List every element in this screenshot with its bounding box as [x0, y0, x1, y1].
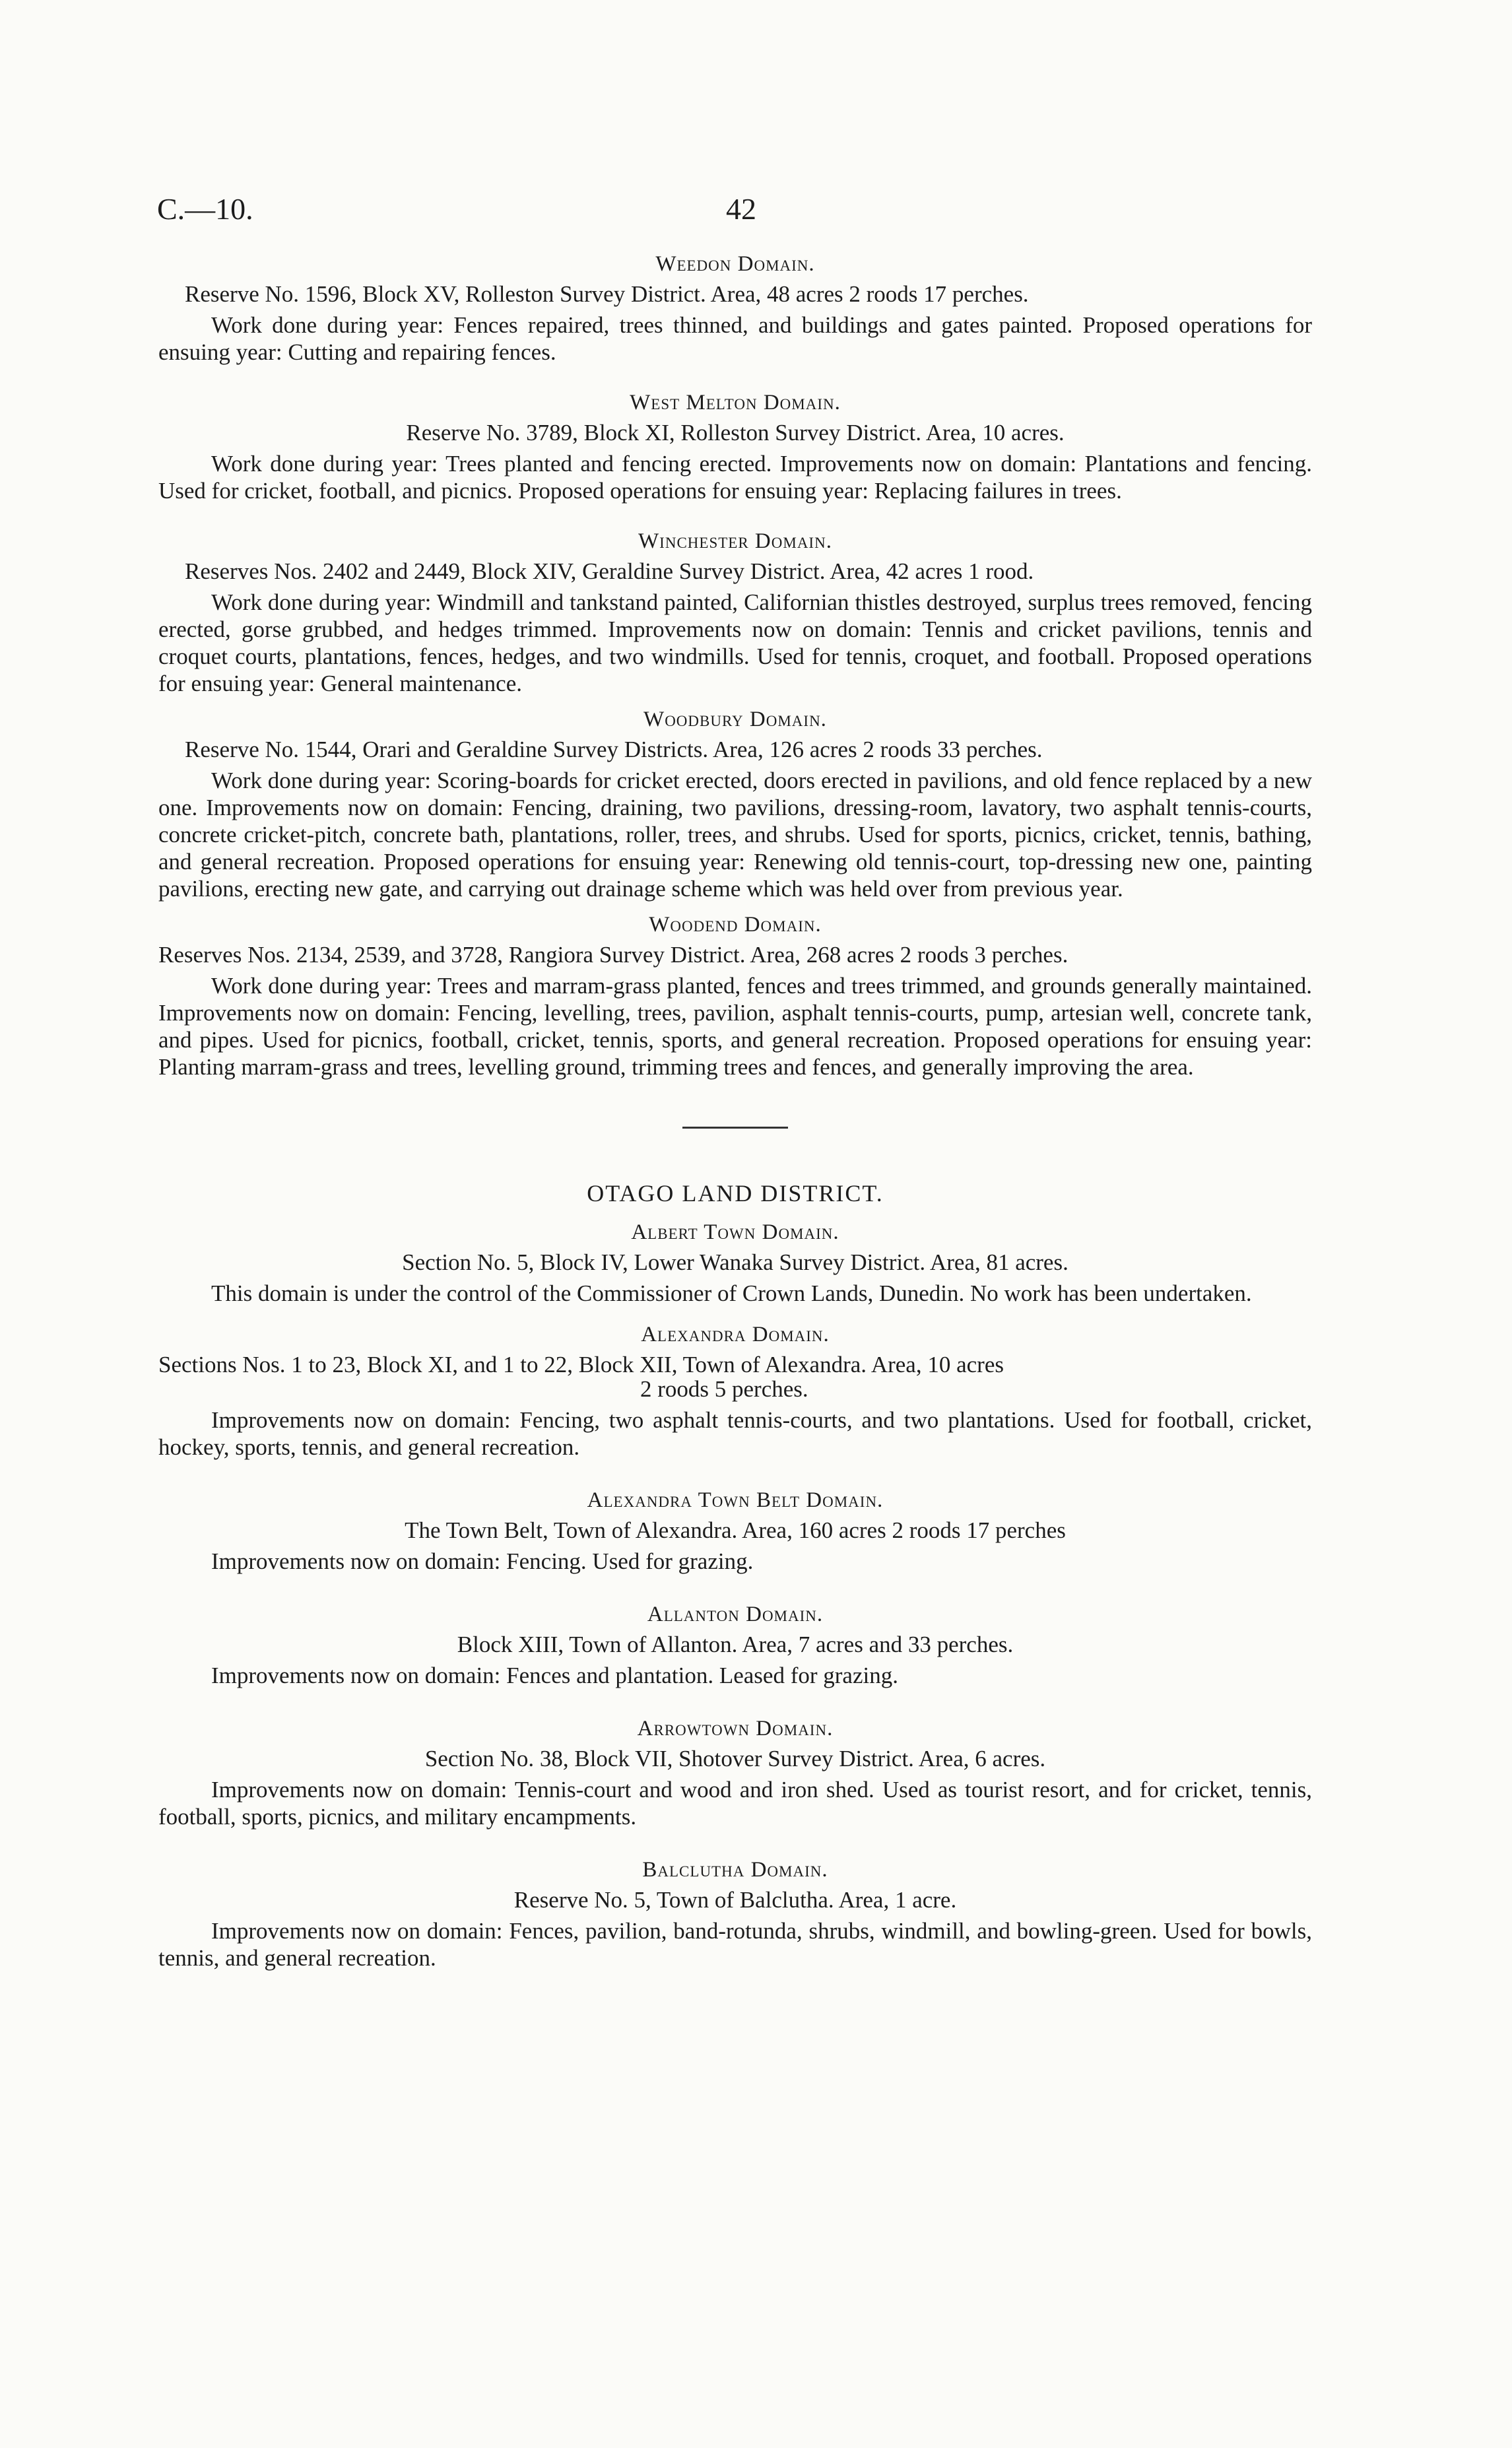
allanton-domain-heading: Allanton Domain.: [647, 1603, 824, 1626]
weedon-text: Work done during year: Fences repaired, trees thinned, and buildings and gates painted. Proposed operations for ensuing year: Cutting and repairing fences.: [158, 312, 1312, 365]
woodend-text: Work done during year: Trees and marram-grass planted, fences and trees trimmed, and grounds generally maintained. Improvements now on domain: Fencing, levelling, trees, pavilion, asphalt tennis-courts, pump, artesian well, concrete tank, and pipes. Used for picnics, football, cricket, tennis, sports, and general recreation. Proposed operations for ensuing year: Planting marram-grass and trees, levelling ground, trimming trees and fences, and generally improving the area.: [158, 973, 1312, 1080]
document-reference: C.—10.: [157, 192, 253, 226]
arrowtown-text: Improvements now on domain: Tennis-court and wood and iron shed. Used as tourist resort, and for cricket, tennis, football, sports, picnics, and military encampments.: [158, 1777, 1312, 1830]
albert-town-text: This domain is under the control of the Commissioner of Crown Lands, Dunedin. No work has been undertaken.: [211, 1280, 1252, 1306]
alexandra-town-belt-heading: Alexandra Town Belt Domain.: [587, 1488, 884, 1512]
arrowtown-domain-heading: Arrowtown Domain.: [637, 1717, 834, 1740]
arrowtown-reserve: Section No. 38, Block VII, Shotover Survey District. Area, 6 acres.: [424, 1746, 1046, 1771]
woodend-domain-heading: Woodend Domain.: [649, 913, 822, 937]
west-melton-text: Work done during year: Trees planted and fencing erected. Improvements now on domain: Plantations and fencing. Used for cricket, football, and picnics. Proposed operations for ensuing year: Replacing failures in trees.: [158, 451, 1312, 504]
balclutha-text: Improvements now on domain: Fences, pavilion, band-rotunda, shrubs, windmill, and bowling-green. Used for bowls, tennis, and general recreation.: [158, 1918, 1312, 1971]
west-melton-reserve: Reserve No. 3789, Block XI, Rolleston Survey District. Area, 10 acres.: [406, 420, 1065, 446]
alexandra-text: Improvements now on domain: Fencing, two asphalt tennis-courts, and two plantations. Used for football, cricket, hockey, sports, tennis, and general recreation.: [158, 1407, 1312, 1460]
winchester-text: Work done during year: Windmill and tankstand painted, Californian thistles destroyed, surplus trees removed, fencing erected, gorse grubbed, and hedges trimmed. Improvements now on domain: Tennis and cricket pavilions, tennis and croquet courts, plantations, fences, hedges, and two windmills. Used for tennis, croquet, and football. Proposed operations for ensuing year: General maintenance.: [158, 589, 1312, 696]
alexandra-town-belt-text: Improvements now on domain: Fencing. Used for grazing.: [211, 1548, 754, 1574]
balclutha-reserve: Reserve No. 5, Town of Balclutha. Area, 1 acre.: [513, 1887, 957, 1913]
woodend-reserve: Reserves Nos. 2134, 2539, and 3728, Rangiora Survey District. Area, 268 acres 2 roods 3 perches.: [158, 942, 1068, 968]
alexandra-reserve: Sections Nos. 1 to 23, Block XI, and 1 to 22, Block XII, Town of Alexandra. Area, 10 acres: [158, 1352, 1004, 1377]
weedon-domain-heading: Weedon Domain.: [655, 252, 815, 276]
weedon-reserve: Reserve No. 1596, Block XV, Rolleston Survey District. Area, 48 acres 2 roods 17 perches.: [185, 281, 1029, 307]
alexandra-reserve-continued: 2 roods 5 perches.: [640, 1376, 808, 1402]
west-melton-domain-heading: West Melton Domain.: [630, 391, 841, 414]
woodbury-reserve: Reserve No. 1544, Orari and Geraldine Survey Districts. Area, 126 acres 2 roods 33 perches.: [185, 737, 1043, 762]
woodbury-domain-heading: Woodbury Domain.: [643, 708, 827, 731]
woodbury-text: Work done during year: Scoring-boards for cricket erected, doors erected in pavilions, and old fence replaced by a new one. Improvements now on domain: Fencing, draining, two pavilions, dressing-room, lavatory, two asphalt tennis-courts, concrete cricket-pitch, concrete bath, plantations, roller, trees, and shrubs. Used for sports, picnics, cricket, tennis, bathing, and general recreation. Proposed operations for ensuing year: Renewing old tennis-court, top-dressing new one, painting pavilions, erecting new gate, and carrying out drainage scheme which was held over from previous year.: [158, 768, 1312, 902]
alexandra-domain-heading: Alexandra Domain.: [641, 1323, 830, 1346]
allanton-reserve: Block XIII, Town of Allanton. Area, 7 acres and 33 perches.: [457, 1632, 1014, 1657]
winchester-domain-heading: Winchester Domain.: [638, 529, 832, 553]
winchester-reserve: Reserves Nos. 2402 and 2449, Block XIV, Geraldine Survey District. Area, 42 acres 1 rood.: [185, 558, 1034, 584]
alexandra-town-belt-reserve: The Town Belt, Town of Alexandra. Area, 160 acres 2 roods 17 perches: [405, 1517, 1066, 1543]
otago-district-heading: OTAGO LAND DISTRICT.: [587, 1180, 884, 1207]
albert-town-reserve: Section No. 5, Block IV, Lower Wanaka Survey District. Area, 81 acres.: [402, 1249, 1068, 1275]
page-number: 42: [726, 192, 756, 226]
section-divider: [682, 1127, 788, 1129]
allanton-text: Improvements now on domain: Fences and plantation. Leased for grazing.: [211, 1663, 898, 1688]
balclutha-domain-heading: Balclutha Domain.: [642, 1858, 828, 1882]
albert-town-domain-heading: Albert Town Domain.: [631, 1220, 839, 1244]
canterbury-section: [158, 251, 1312, 1971]
